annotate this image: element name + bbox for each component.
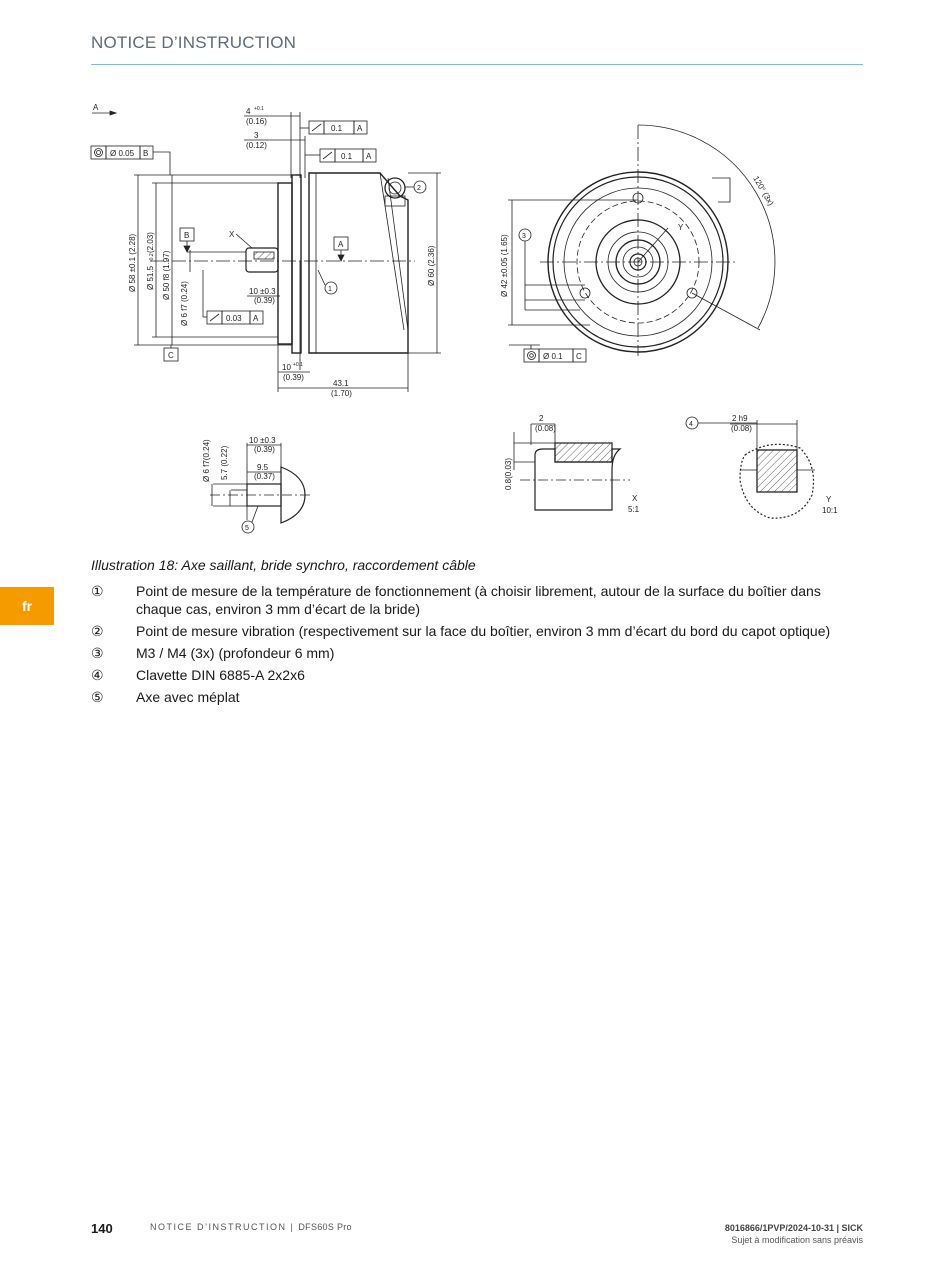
legend-number: ② (91, 623, 104, 639)
footer-note: Sujet à modification sans préavis (731, 1235, 863, 1245)
dim-431: 43.1 (333, 379, 349, 388)
callout-4: 4 (689, 421, 693, 428)
header-rule (91, 64, 863, 65)
callout-2: 2 (417, 185, 421, 192)
legend-item (91, 622, 866, 640)
legend-text: Clavette DIN 6885-A 2x2x6 (136, 667, 305, 683)
datum-a-arrow-label: A (93, 103, 99, 112)
front-view (500, 125, 776, 362)
footer-ref-code: 8016866/1PVP/2024-10-31 | SICK (724, 1223, 863, 1233)
detail-x (504, 414, 640, 514)
dim-10-b-tol: +0.1 (293, 362, 303, 368)
footer-product: DFS60S Pro (298, 1222, 352, 1232)
technical-drawing (80, 95, 838, 535)
detail-y (686, 414, 838, 518)
legend-number: ③ (91, 645, 104, 661)
datum-c-label: C (168, 351, 174, 360)
side-view (91, 103, 441, 398)
language-tab[interactable]: fr (0, 587, 54, 625)
dim-016: (0.16) (246, 117, 267, 126)
dim-10-b-in: (0.39) (283, 373, 304, 382)
page-header-title: NOTICE D’INSTRUCTION (91, 33, 297, 52)
flatness-tolerance: Ø 0.05 (110, 149, 135, 158)
dim-dia-60: Ø 60 (2.36) (427, 245, 436, 286)
callout-5: 5 (245, 525, 249, 532)
legend-text: M3 / M4 (3x) (profondeur 6 mm) (136, 645, 335, 661)
datum-b-ref: B (143, 149, 149, 158)
legend-text: Point de mesure de la température de fonctionnement (à choisir librement, autour de la surface du boîtier dans chaque cas, environ 3 mm d’écart de la bride) (136, 583, 821, 617)
runout-tol-3: 0.03 (226, 314, 242, 323)
dim-10-b: 10 (282, 363, 291, 372)
dim-4: 4 (246, 107, 251, 116)
dim-08: 0.8(0.03) (504, 457, 513, 490)
callout-1: 1 (328, 286, 332, 293)
runout-3-datum: A (253, 314, 259, 323)
dim-dia-515-tol: -0.2 (149, 253, 155, 262)
legend-item (91, 666, 866, 684)
legend-item (91, 582, 866, 618)
dim-2-in: (0.08) (535, 424, 556, 433)
position-datum: C (576, 352, 582, 361)
runout-1-datum: A (357, 124, 363, 133)
dim-3: 3 (254, 131, 259, 140)
dim-4-tol: +0.1 (254, 106, 264, 112)
dim-10-03-b: 10 ±0.3 (249, 436, 276, 445)
legend-item (91, 688, 866, 706)
footer-reference (725, 1222, 863, 1246)
dim-dia-515: Ø 51.5 (146, 265, 155, 290)
detail-y-scale: 10:1 (822, 506, 838, 515)
dim-2: 2 (539, 414, 544, 423)
dim-012: (0.12) (246, 141, 267, 150)
detail-shaft-flat (202, 436, 310, 533)
dim-dia-50: Ø 50 f8 (1.97) (162, 250, 171, 300)
page-number: 140 (91, 1221, 113, 1236)
dim-57: 5.7 (0.22) (220, 445, 229, 480)
legend-list (91, 582, 866, 710)
position-tolerance: Ø 0.1 (543, 352, 563, 361)
callout-3: 3 (522, 233, 526, 240)
detail-x-scale: 5:1 (628, 505, 640, 514)
runout-2-datum: A (366, 152, 372, 161)
datum-b-label: B (184, 231, 190, 240)
dim-dia-58: Ø 58 ±0.1 (2.28) (128, 233, 137, 292)
dim-angle-120: 120° (3x) (751, 174, 776, 208)
figure-caption: Illustration 18: Axe saillant, bride synchro, raccordement câble (91, 557, 476, 573)
runout-tol-1: 0.1 (331, 124, 343, 133)
detail-x-marker: X (229, 230, 235, 239)
footer-doc-label: NOTICE D’INSTRUCTION | (150, 1222, 299, 1232)
dim-dia-515-in: (2.03) (146, 232, 155, 253)
dim-dia-6: Ø 6 f7 (0.24) (180, 281, 189, 326)
dim-2h9-in: (0.08) (731, 424, 752, 433)
dim-431-in: (1.70) (331, 389, 352, 398)
legend-number: ⑤ (91, 689, 104, 705)
dim-10-03: 10 ±0.3 (249, 287, 276, 296)
dim-10-03-in: (0.39) (254, 296, 275, 305)
legend-number: ① (91, 583, 104, 599)
dim-2h9: 2 h9 (732, 414, 748, 423)
footer-document-title (150, 1222, 352, 1232)
dim-95: 9.5 (257, 463, 269, 472)
legend-item (91, 644, 866, 662)
detail-x-title: X (632, 494, 638, 503)
dim-dia-42: Ø 42 ±0.05 (1.65) (500, 234, 509, 297)
datum-a-label: A (338, 240, 344, 249)
detail-y-marker: Y (678, 223, 684, 232)
dim-dia-6-b: Ø 6 f7(0.24) (202, 439, 211, 482)
detail-y-title: Y (826, 495, 832, 504)
legend-number: ④ (91, 667, 104, 683)
legend-text: Axe avec méplat (136, 689, 240, 705)
dim-95-in: (0.37) (254, 472, 275, 481)
legend-text: Point de mesure vibration (respectivement sur la face du boîtier, environ 3 mm d’écart du bord du capot optique) (136, 623, 831, 639)
dim-10-03-b-in: (0.39) (254, 445, 275, 454)
runout-tol-2: 0.1 (341, 152, 353, 161)
